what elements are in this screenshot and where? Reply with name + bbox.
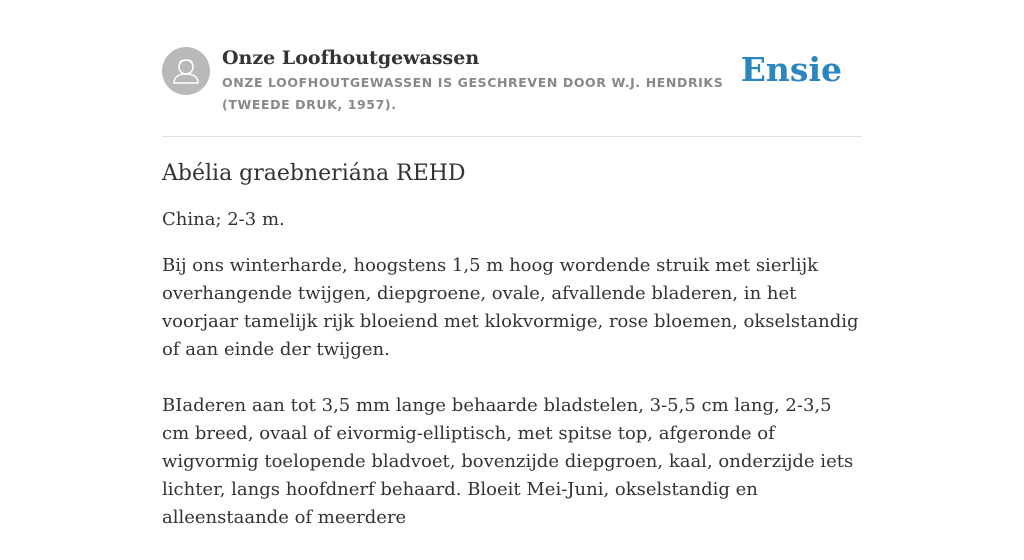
- brand-logo[interactable]: Ensie: [740, 50, 842, 89]
- entry-content: [162, 156, 862, 560]
- avatar-glyph: [162, 47, 210, 95]
- entry-title: Abélia graebneriána REHD: [162, 161, 466, 186]
- source-description: ONZE LOOFHOUTGEWASSEN IS GESCHREVEN DOOR W.J. HENDRIKS (TWEEDE DRUK, 1957).: [222, 75, 724, 112]
- source-title[interactable]: Onze Loofhoutgewassen: [222, 47, 480, 69]
- entry-paragraph: BIaderen aan tot 3,5 mm lange behaarde bladstelen, 3-5,5 cm lang, 2-3,5 cm breed, ovaal of eivormig-elliptisch, met spitse top, afgeronde of wigvormig toelopende bladvoet, bovenzijde diepgroen, kaal, onderzijde iets lichter, langs hoofdnerf behaard. Bloeit Mei-Juni, okselstandig en alleenstaande of meerdere: [162, 395, 854, 528]
- entry-paragraph: Bij ons winterharde, hoogstens 1,5 m hoog wordende struik met sierlijk overhangende twijgen, diepgroene, ovale, afvallende bladeren, in het voorjaar tamelijk rijk bloeiend met klokvormige, rose bloemen, okselstandig of aan einde der twijgen.: [162, 255, 859, 360]
- source-header: [162, 46, 862, 137]
- user-avatar-icon[interactable]: [162, 47, 210, 95]
- entry-origin: China; 2-3 m.: [162, 209, 285, 230]
